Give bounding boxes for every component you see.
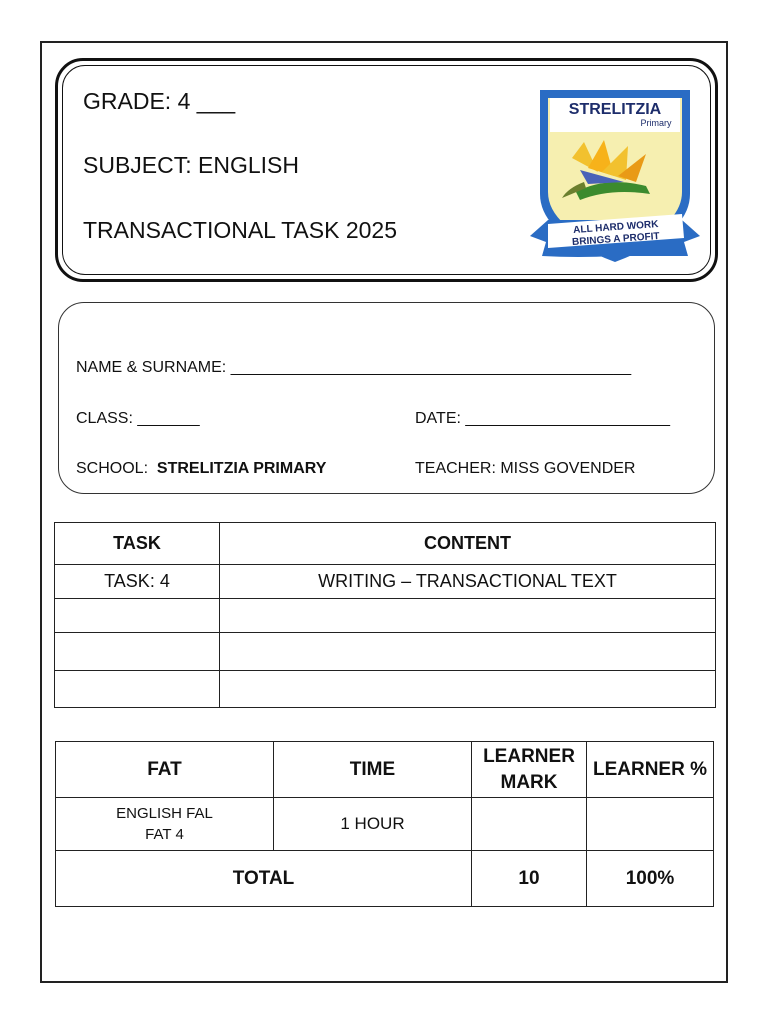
time-cell: 1 HOUR: [274, 798, 472, 851]
fat-line2: FAT 4: [145, 826, 184, 843]
content-cell: [220, 671, 716, 708]
fat-table-header: [56, 742, 714, 798]
task-cell: [55, 633, 220, 671]
school-value: STRELITZIA PRIMARY: [156, 460, 327, 477]
table-row: [56, 798, 714, 851]
subject-line: SUBJECT: ENGLISH: [83, 152, 299, 178]
total-label: TOTAL: [56, 851, 472, 907]
total-mark: 10: [472, 851, 587, 907]
learner-percent-cell[interactable]: [587, 798, 714, 851]
learner-mark-cell[interactable]: [472, 798, 587, 851]
crest-sub-text: Primary: [640, 118, 672, 128]
grade-line: GRADE: 4 ___: [83, 88, 236, 114]
crest-motto-line2: BRINGS A PROFIT: [571, 230, 660, 249]
learner-mark-header: LEARNER MARK: [472, 742, 587, 798]
school-line: [76, 460, 326, 478]
teacher-line: TEACHER: MISS GOVENDER: [415, 460, 636, 477]
task-cell: [55, 599, 220, 633]
fat-line1: ENGLISH FAL: [116, 805, 213, 822]
task-table-header: [55, 523, 716, 565]
task-title-line: TRANSACTIONAL TASK 2025: [83, 217, 398, 243]
fat-header: FAT: [56, 742, 274, 798]
school-crest-logo: [528, 84, 702, 264]
task-cell: TASK: 4: [55, 565, 220, 599]
fat-cell: [56, 798, 274, 851]
content-cell: WRITING – TRANSACTIONAL TEXT: [220, 565, 716, 599]
task-cell: [55, 671, 220, 708]
class-field[interactable]: CLASS: _______: [76, 410, 200, 427]
learner-percent-header: LEARNER %: [587, 742, 714, 798]
table-row: [55, 565, 716, 599]
content-cell: [220, 599, 716, 633]
table-row: [55, 671, 716, 708]
learner-info-box: [58, 302, 715, 494]
name-surname-field[interactable]: NAME & SURNAME: _____________________________________________: [76, 359, 632, 376]
fat-marks-table: [55, 741, 714, 907]
date-field[interactable]: DATE: _______________________: [415, 410, 671, 427]
school-label: SCHOOL:: [76, 460, 149, 477]
total-percent: 100%: [587, 851, 714, 907]
time-header: TIME: [274, 742, 472, 798]
content-cell: [220, 633, 716, 671]
crest-name-text: STRELITZIA: [568, 101, 662, 118]
content-header: CONTENT: [220, 523, 716, 565]
task-table: [54, 522, 716, 708]
crest-motto-line1: ALL HARD WORK: [572, 219, 659, 236]
task-header: TASK: [55, 523, 220, 565]
total-row: [56, 851, 714, 907]
table-row: [55, 599, 716, 633]
table-row: [55, 633, 716, 671]
